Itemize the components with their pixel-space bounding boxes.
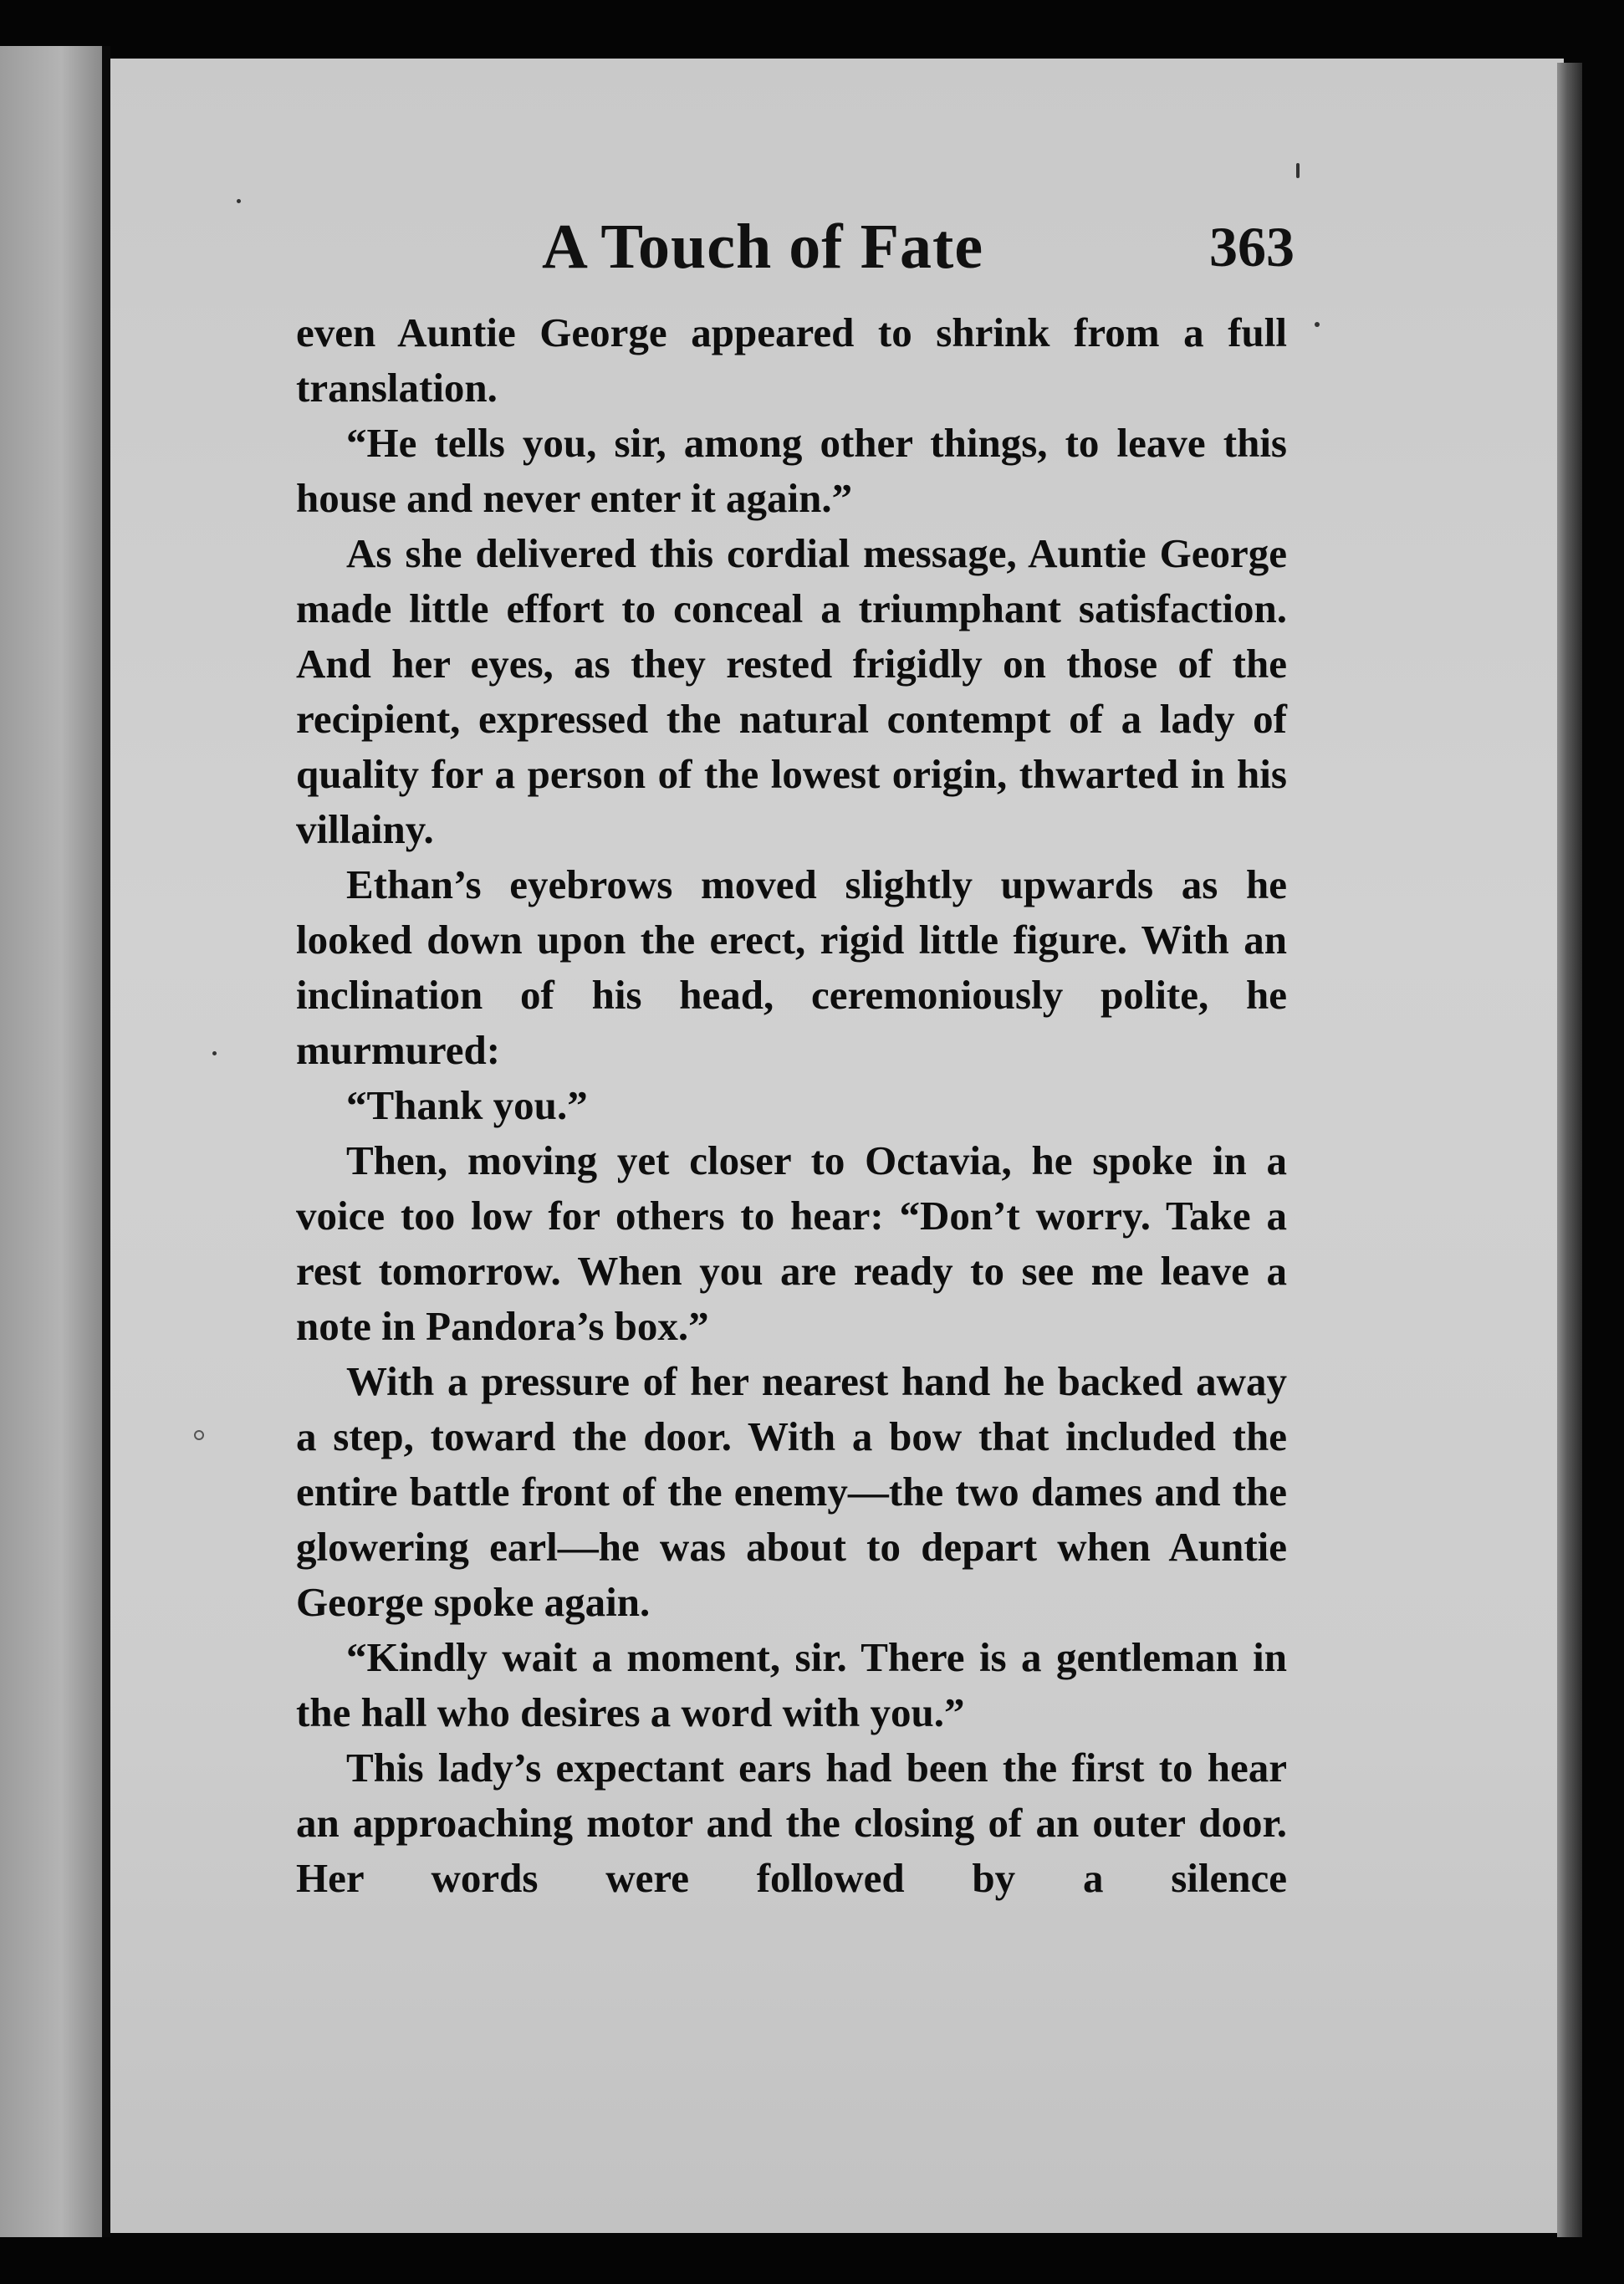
- scan-speck: [1296, 163, 1300, 178]
- previous-page-edge: [0, 46, 102, 2237]
- paragraph: “Kindly wait a moment, sir. There is a gentleman in the hall who desires a word with you.”: [296, 1634, 1287, 1735]
- page-header: [542, 205, 1295, 289]
- scan-speck: [212, 1051, 217, 1055]
- paragraph: “Thank you.”: [346, 1082, 588, 1128]
- scan-speck: [1315, 322, 1320, 327]
- paragraph-continuation: even Auntie George appeared to shrink from a full translation.: [296, 309, 1287, 411]
- paragraph: As she delivered this cordial message, Auntie George made little effort to conceal a triumphant satisfaction. And her eyes, as they rested frigidly on those of the recipient, expressed the natural contempt of a lady of quality for a person of the lowest origin, thwarted in his villainy.: [296, 530, 1287, 852]
- paragraph: “He tells you, sir, among other things, to leave this house and never enter it again.”: [296, 420, 1287, 521]
- page-number: 363: [1209, 215, 1295, 278]
- right-page-edge: [1557, 63, 1582, 2237]
- body-text: [296, 305, 1287, 1906]
- paragraph-continues: This lady’s expectant ears had been the first to hear an approaching motor and the closing of an outer door. Her words were followed by a silence: [296, 1745, 1287, 1901]
- scan-speck: [194, 1430, 204, 1440]
- paragraph: With a pressure of her nearest hand he backed away a step, toward the door. With a bow that included the entire battle front of the enemy—the two dames and the glowering earl—he was about to depart when Auntie George spoke again.: [296, 1358, 1287, 1625]
- paragraph: Ethan’s eyebrows moved slightly upwards as he looked down upon the erect, rigid little figure. With an inclination of his head, ceremoniously polite, he murmured:: [296, 861, 1287, 1073]
- running-title: A Touch of Fate: [542, 212, 984, 282]
- paragraph: Then, moving yet closer to Octavia, he spoke in a voice too low for others to hear: “Don’t worry. Take a rest tomorrow. When you are ready to see me leave a note in Pandora’s box.”: [296, 1137, 1287, 1349]
- scan-speck: [237, 199, 241, 203]
- book-gutter: [102, 46, 110, 2237]
